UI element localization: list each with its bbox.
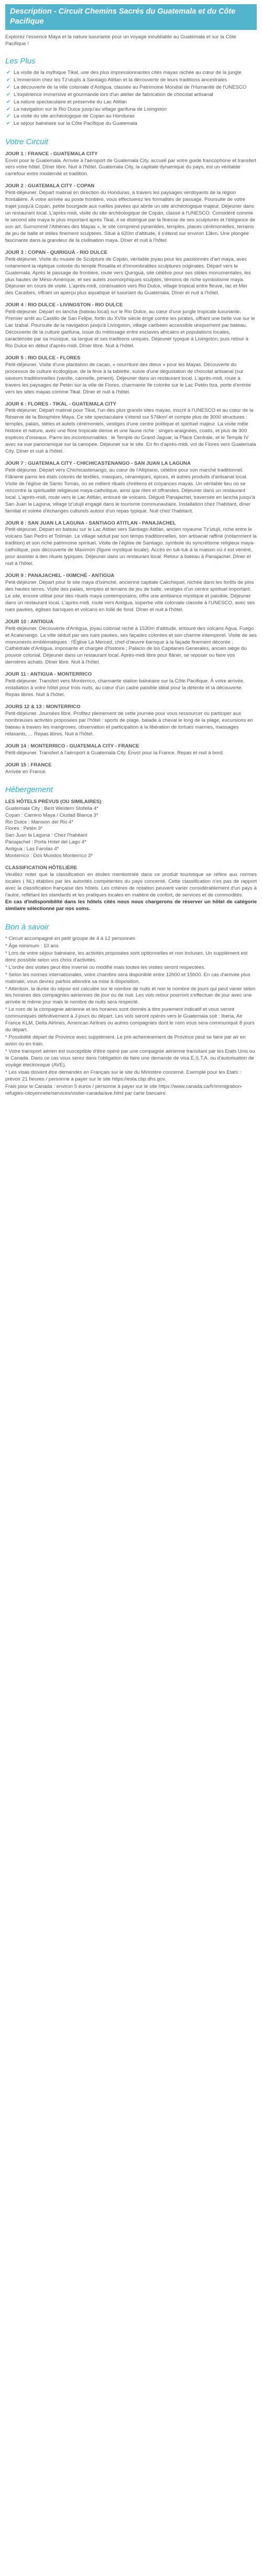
check-icon: ✔ [6,106,10,112]
check-icon: ✔ [6,84,10,90]
day-title: JOUR 5 : RIO DULCE - FLORES [5,355,81,361]
plus-item-text: La découverte de la ville coloniale d'Antigua, classée au Patrimoine Mondial de l'Humanité de l'UNESCO [14,84,247,90]
hotels-block [5,799,257,860]
day-title: JOUR 9 : PANAJACHEL - IXIMCHÉ - ANTIGUA [5,573,115,579]
itinerary-day [5,151,257,178]
itinerary-day [5,355,257,396]
plus-list [5,70,257,128]
plus-item-text: La navigation sur le Rio Dulce jusqu'au village garifuna de Livingston [14,106,167,112]
note-item: * Possibilité départ de Province avec supplément. Le pré-acheminement de Province peut se faire par air en avion ou en train. [5,1034,246,1047]
day-description: Petit-déjeuner. Départ en lancha (bateau local) sur le Rio Dulce, au cœur d'une jungle tropicale luxuriante. Premier arrêt au Castillo de San Felipe, fortin du XVIIe siècle érigé contre les pirates, offrant une belle vue sur le Lac Izabal. Poursuite de la navigation jusqu'à Livingston, village caribéen accessible uniquement par bateau. Découverte de la culture garifuna, issue du métissage entre esclaves africains et populations locales, caractérisée par sa musique, sa langue et ses traditions uniques. Déjeuner typique à Livingston, puis retour à Rio Dulce en début d'après-midi. Dîner libre. Nuit à l'hôtel. [5,309,255,349]
itinerary-day [5,704,257,738]
day-description: Petit-déjeuner. Transfert à l'aéroport à Guatemala City. Envol pour la France. Repas et nuit à bord. [5,750,224,756]
itinerary-day [5,401,257,456]
plus-item [6,121,257,127]
classification-title: CLASSIFICATION HÔTELIÈRE [5,865,78,871]
check-icon: ✔ [6,121,10,127]
day-description: Petit-déjeuner. Visite du musée de Sculpture de Copán, véritable joyau pour les passionnés d'art maya, avec notamment la réplique colorée du temple Rosalila et d'innombrables sculptures originales. Départ vers le Guatemala. Après le passage de frontière, route vers Quiriguá, site célèbre pour ses stèles monumentales, les plus hautes de Méso-Amérique, et ses autels zoomorphiques sculptés, témoins de riche symbolisme maya. Déjeuner en cours de visite. L'après-midi, continuation vers Rio Dulce, village tropical entre fleuve, lac et Mer des Caraïbes, offrant un aperçu plus aquatique et luxuriant du Guatemala. Dîner et nuit à l'hôtel. [5,256,251,296]
day-description: Petit-déjeuner. Départ pour le site maya d'Iximché, ancienne capitale Cakchiquel, nichée dans les forêts de pins des hautes terres. Visite des palais, temples et terrains de jeu de balle, vestiges d'un centre spirituel important. Le site, encore utilisé pour des rituels maya contemporains, offre une ambiance mystique et paisible. Déjeuner dans un restaurant local. L'après-midi, route vers Antigua, superbe ville coloniale classée à l'UNESCO, avec ses rues pavées, églises baroques et volcans en toile de fond. Dîner et nuit à l'hôtel. [5,580,255,613]
day-title: JOUR 10 : ANTIGUA [5,618,53,625]
note-item: * Selon les normes internationales, votre chambre sera disponible entre 12h00 et 15h00. En cas d'arrivée plus matinale, vous devrez parfois attendre sa mise à disposition. [5,971,250,985]
note-item: * Lors de votre séjour balnéaire, les activités proposées sont optionnelles et non incluses. Un supplément est donc possible selon vos choix d'activités. [5,950,248,963]
hotel-item: Guatemala City : Best Western Stofella 4* [5,805,99,811]
classification-block [5,865,257,913]
day-description: Petit-déjeuner. Visite d'une plantation de cacao, « nourriture des dieux » pour les Mayas. Découverte du processus de culture écologique, de la fève à la tablette, suivie d'une dégustation de chocolat artisanal (sur saveurs traditionnelles (vanille, cannelle, piment). Déjeuner dans un restaurant local. L'après-midi, route à travers les paysages de Petén sur la ville de Flores, charmante île colorée sur le Lac Petén Itza, porte d'entrée vers les sites mayas comme Tikal. Dîner et nuit à l'hôtel. [5,361,251,395]
plus-item [6,92,257,99]
day-title: JOUR 11 : ANTIGUA - MONTERRICO [5,671,92,678]
plus-item [6,106,257,113]
circuit-heading: Votre Circuit [5,137,48,147]
day-description: Petit-déjeuner. Départ matinal en direction du Honduras, à travers les paysages verdoyants de la région frontalière. À votre arrivée au poste frontière, vous effectuerez les formalités de passage. Poursuite de votre trajet jusqu'à Copán, petite bourgade aux ruelles pavées qui abrite un site archéologique majeur. Déjeuner dans un restaurant local. L'après-midi, visite du site archéologique de Copán, classé à l'UNESCO. Considéré comme le second site maya le plus important après Tikal, il se distingue par la finesse de ses sculptures et l'élégance de son art. Surnommé l'Athènes des Mayas », le site comprend pyramides, temples, places cérémonielles, terrains de jeu de balle et stèles finement sculptées. Situé à 620m d'altitude, il s'étend sur environ 13km. Une plongée fascinante dans la grandeur de la civilisation maya. Dîner et nuit à l'hôtel. [5,190,255,243]
day-title: JOUR 2 : GUATEMALA CITY - COPAN [5,183,95,189]
hotel-item: Antigua : Las Farolas 4* [5,846,59,852]
note-item: * Les visas doivent être demandés en Français sur le site du Ministère concerné. Exemple pour les Etats : prévoir 21 heures / personne à payer sur le site https://esta.cbp.dhs.gov. [5,1069,241,1082]
note-item: * Attention, la durée du séjour est calculée sur le nombre de nuits et non le nombre de jours qui peut varier selon les horaires des compagnies aériennes de jour ou de nuit. Les vols retour pourront s'effectuer de jour avec une arrivée le même jour mais le nombre de nuits sera respecté. [5,986,256,1006]
day-title: JOURS 12 & 13 : MONTERRICO [5,704,81,710]
day-description: Envol pour le Guatemala. Arrivée à l'aéroport de Guatemala City, accueil par votre guide francophone et transfert vers votre hôtel. Dîner libre. Nuit à l'hôtel. Guatemala City, la capitale dynamique du pays, est un véritable carrefour entre modernité et tradition. [5,157,256,177]
itinerary-day [5,520,257,568]
itinerary [5,151,257,776]
plus-item-text: La visite de la mythique Tikal, une des plus impressionnantes cités mayas nichée au cœur de la jungle [14,69,242,76]
check-icon: ✔ [6,77,10,83]
title-banner [5,4,257,30]
itinerary-day [5,762,257,776]
note-item: Frais pour le Canada : environ 5 euros / personne à payer sur le site https://www.canada.ca/fr/immigration-refugies-citoyennete/services/visiter-canada/ave.html par carte bancaire. [5,1083,243,1096]
plus-item-text: L'expérience immersive et gourmande lors d'un atelier de fabrication de chocolat artisanal [14,91,213,98]
note-item: * Circuit accompagné en petit groupe de 4 à 12 personnes [5,935,135,942]
itinerary-day [5,743,257,757]
plus-item-text: La visite du site archéologique de Copan au Honduras [14,113,135,120]
check-icon: ✔ [6,113,10,120]
note-item: * Votre transport aérien est susceptible d'être opéré par une compagnie aérienne transitant par les Etats Unis ou le Canada. Dans ce cas vous serez dans l'obligation de faire une demande de visa E.S.T.A. ou d'autorisation de voyage électronique (AVE). [5,1048,255,1068]
hotel-item: Copan : Camino Maya / Ciudad Blanca 3* [5,812,99,818]
hotel-item: Rio Dulce : Mansion del Rio 4* [5,819,74,825]
content [0,34,262,1108]
plus-item [6,77,257,84]
plus-item [6,99,257,106]
day-title: JOUR 7 : GUATEMALA CITY - CHICHICASTENANGO - SAN JUAN LA LAGUNA [5,461,191,466]
plus-item [6,84,257,91]
check-icon: ✔ [6,99,10,105]
plus-item-text: L'immersion chez les Tz'utujils à Santiago Atitlan et la découverte de leurs traditions ancestrales [14,77,227,83]
itinerary-day [5,671,257,699]
plus-item-text: Le séjour balnéaire sur la Côte Pacifique du Guatemala [14,121,137,127]
day-description: Petit-déjeuner. Journées libre. Profitez pleinement de cette journée pour vous ressourcer ou participer aux nombreuses activités proposées par l'hôtel : sports de plage, balade à cheval le long de la plage, excursions en bateau à travers les mangroves, observation et participation à la libération de tortues marines, massages relaxants, ... Repas libres. Nuit à l'hôtel. [5,710,253,737]
bon-savoir-heading: Bon à savoir [5,922,49,932]
day-description: Petit-déjeuner. Transfert vers Monterrico, charmante station balnéaire sur la Côte Pacifique. À votre arrivée, installation à votre hôtel pour trois nuits, au cœur d'un cadre paisible idéal pour la détente et la découverte. Repas libres. Nuit à l'hôtel. [5,678,245,698]
day-description: Arrivée en France. [5,768,47,775]
day-description: Petit-déjeuner. Découverte d'Antigua, joyau colonial niché à 1530m d'altitude, entouré des volcans Agua, Fuego et Acatenango. La ville séduit par ses rues pavées, ses façades colorées et son charme intemporel. Visite de ses monuments emblématiques : l'Église La Merced, chef-d'œuvre baroque à la façade finement décorée ; Cathédrale d'Antigua, imposante et chargée d'histoire ; Palacio de los Capitanes Generales, ancien siège du pouvoir colonial. Déjeuner dans un restaurant local. Après-midi libre pour flâner, se reposer ou faire vos dernières achats. Dîner libre. Nuit à l'hôtel. [5,625,257,666]
hotel-item: Monterrico : Dos Mundos Monterrico 3* [5,853,93,859]
notes-list [5,936,257,1097]
day-title: JOUR 4 : RIO DULCE - LIVINGSTON - RIO DULCE [5,302,123,308]
check-icon: ✔ [6,91,10,98]
hotel-item: San Juan la Laguna : Chez l'habitant [5,832,88,839]
page-title: Description - Circuit Chemins Sacrés du Guatemala et du Côte Pacifique [10,7,236,26]
hotel-item: Panajachel : Porta Hotel del Lago 4* [5,839,86,846]
itinerary-day [5,302,257,350]
note-item: * L'ordre des visites peut être inversé ou modifié mais toutes les visites seront respectées. [5,964,206,970]
day-description: Petit-déjeuner. Départ matinal pour Tikal, l'un des plus grands sites mayas, inscrit à l'UNESCO et au cœur de la Réserve de la Biosphère Maya. Ce site spectaculaire s'étend sur 576km² et compte plus de 3000 structures : temples, palais, stèles et autels cérémoniels, vestiges d'une centre politique et spirituel majeur. La visite mêle histoire et nature, avec une flore tropicale dense et une faune riche : singes-araignées, coatis, et plus de 300 espèces d'oiseaux. Parmi les incontournables : le Temple du Grand Jaguar, la Place Centrale, et le Temple IV avec sa vue panoramique sur la canopée. Déjeuner sur le site. En fin d'après-midi, vol de Flores vers Guatemala City. Dîner et nuit à l'hôtel. [5,408,256,455]
note-item: * Âge minimum : 10 ans [5,943,59,949]
day-description: Petit-déjeuner. Départ vers Chichicastenango, au cœur de l'Altiplano, célèbre pour son marché traditionnel. Flânerie parmi les étals colorés de textiles, masques, céramiques, épices, et autres produits d'artisanat local. Visite de l'église de Santo Tomás, où se mêlent rituels chrétiens et croyances mayas. Un véritable lieu où se rencontre la spiritualité religieuse maya-catholique, ainsi que rites et offrandes. Déjeuner dans un restaurant local. L'après-midi, route vers le Lac Atitlán, entouré de volcans. Dégust Panajachel, traversée en lancha jusqu'à San Juan la Laguna, village tz'utujil engagé dans le tourisme communautaire. Installation chez l'habitant, dîner familial et soirée d'échanges culturels autour d'un repas typique. Nuit chez l'habitant. [5,467,255,514]
intro-text: Explorez l'essence Maya et la nature luxuriante pour un voyage inoubliable au Guatemala et sur la Côte Pacifique ! [5,34,236,47]
day-title: JOUR 15 : FRANCE [5,762,52,768]
itinerary-day [5,250,257,297]
hebergement-heading: Hébergement [5,785,53,795]
itinerary-day [5,461,257,515]
classification-warning: En cas d'indisponibilité dans les hôtels cités nous nous chargerons de réserver un hôtel de catégorie similaire sélectionné par nos soins. [5,899,257,912]
note-item: * Le nom de la compagnie aérienne et les horaires sont donnés à titre purement indicatif et vous seront communiqués définitivement à J-jours du départ. Les vols seront opérés vers le Guatemala soit : Iberia, Air France KLM, Delta Airlines, American Airlines ou autres compagnies dont le nom vous sera communiqué 8 jours du départ. [5,1007,255,1033]
hotels-title: LES HÔTELS PRÉVUS (OU SIMILAIRES) [5,798,102,805]
day-description: Petit-déjeuner. Départ en bateau sur le Lac Atitlan vers Santiago Atitlán, ancien royaume Tz'utujil, riche entre le volcans San Pedro et Tolimán. Le village séduit par son temps traditionnelles, son artisanat raffiné (notamment la tradition) et son riche patrimoine spirituel. Visite de l'église de Santiago, symbole du syncrétisme religieux maya-catholique, puis découverte de Maximón (figure mystique locale). Accès en tuk-tuk à la maison où il est vénéré, pour assister à des rituels typiques. Déjeuner dans un restaurant local. Retour à bateau à Panajachel. Dîner et nuit à l'hôtel. [5,527,257,567]
hotel-item: Flores : Petén 3* [5,826,43,832]
check-icon: ✔ [6,69,10,76]
day-title: JOUR 6 : FLORES - TIKAL - GUATEMALA CITY [5,401,116,407]
day-title: JOUR 3 : COPAN - QUIRIGUÁ - RIO DULCE [5,249,107,255]
plus-item [6,113,257,120]
day-title: JOUR 8 : SAN JUAN LA LAGUNA - SANTIAGO ATITLAN - PANAJACHEL [5,520,176,526]
plus-item [6,70,257,77]
plus-item-text: La nature spectaculaire et préservée du Lac Atitlan [14,99,127,105]
hotels-list [5,806,257,860]
plus-heading: Les Plus [5,56,36,66]
itinerary-day [5,183,257,244]
classification-text: Veuillez noter que la classification en étoiles mentionnée dans ce produit touristique se réfère aux normes locales ( NL) établies par les autorités compétentes du pays concerné. Cette classification n'es pas de rapport avec la classification française des hôtels. Les critères de notation peuvent varier considérablement d'un pays à l'autre, reflétant les standards et les pratiques locales en matière de confort, de services et de commodités. [5,872,257,898]
itinerary-day [5,619,257,667]
itinerary-day [5,573,257,614]
day-title: JOUR 1 : FRANCE - GUATEMALA CITY [5,151,98,157]
day-title: JOUR 14 : MONTERRICO - GUATEMALA CITY - FRANCE [5,743,139,749]
